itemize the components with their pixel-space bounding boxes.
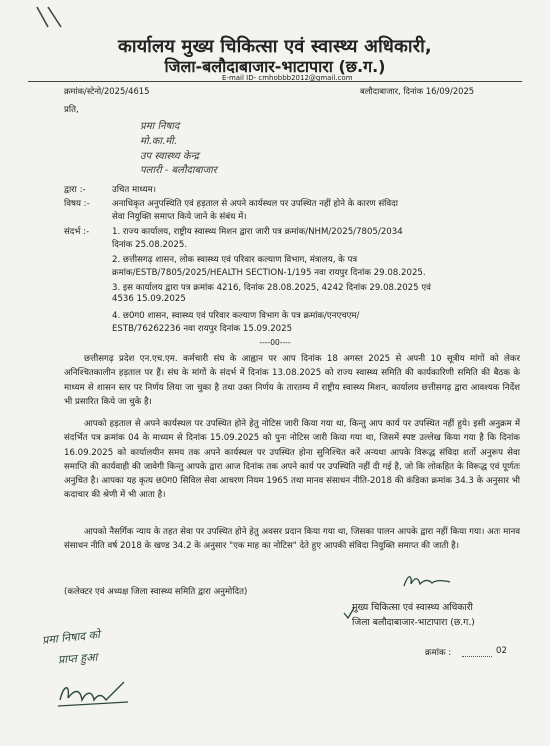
via-text: उचित माध्यम।	[112, 185, 156, 195]
header-divider	[28, 81, 522, 82]
district-title: जिला-बलौदाबाजार-भाटापारा (छ.ग.)	[164, 57, 386, 76]
reference-number: क्रमांक/स्टेनो/2025/4615	[64, 86, 150, 96]
place-date: बलौदाबाजार, दिनांक 16/09/2025	[360, 86, 475, 96]
collector-approval-note: (कलेक्टर एवं अध्यक्ष जिला स्वास्थ्य समिति द्वारा अनुमोदित)	[64, 587, 248, 597]
handwritten-receipt-line-1: प्रमा निषाद को	[41, 628, 101, 647]
reference-4b: ESTB/76262236 नवा रायपुर दिनांक 15.09.2025	[112, 324, 293, 334]
signatory-district: जिला बलौदाबाजार-भाटापारा (छ.ग.)	[352, 617, 475, 628]
reference-4a: 4. छ0ग0 शासन, स्वास्थ्य एवं परिवार कल्याण विभाग के पत्र क्रमांक/एनएचएम/	[112, 311, 360, 321]
recipient-signature	[54, 676, 132, 712]
paragraph-1: छत्तीसगढ़ प्रदेश एन.एच.एम. कर्मचारी संघ के आह्वान पर आप दिनांक 18 अगस्त 2025 से अपनी 10 सूत्रीय मांगों को लेकर अनिश्चितकालीन हड़ताल पर हैं। संघ के मांगों के संदर्भ में दिनांक 13.08.2025 को राज्य स्वास्थ्य समिति की कार्यकारिणी समिति की बैठक के माध्यम से शासन स्तर पर निर्णय लिया जा चुका है तथा उक्त निर्णय के तारतम्य में राष्ट्रीय स्वास्थ्य मिशन, कार्यालय छत्तीसगढ़ द्वारा आवश्यक निर्देश भी प्रसारित किये जा चुके है।	[64, 354, 520, 407]
to-label: प्रति,	[64, 105, 79, 115]
reference-1a: 1. राज्य कार्यालय, राष्ट्रीय स्वास्थ्य मिशन द्वारा जारी पत्र क्रमांक/NHM/2025/7805/2034	[112, 227, 403, 237]
reference-1b: दिनांक 25.08.2025.	[112, 240, 188, 250]
subject-line-2: सेवा नियुक्ति समाप्त किये जाने के संबंध में।	[112, 212, 247, 222]
paragraph-3: आपको नैसर्गिक न्याय के तहत सेवा पर उपस्थित होने हेतु अवसर प्रदान किया गया था, जिसका पालन आपके द्वारा नहीं किया गया। अतः मानव संसाधन नीति वर्ष 2018 के खण्ड 34.2 के अनुसार "एक माह का नोटिस" देते हुए आपकी संविदा नियुक्ति समाप्त की जाती है।	[64, 527, 520, 552]
recipient-centre: उप स्वास्थ्य केन्द्र	[140, 151, 199, 162]
reference-label: संदर्भ :-	[64, 227, 90, 237]
pen-slash-mark	[34, 4, 64, 30]
kramank-value: 02	[496, 646, 507, 656]
reference-2b: क्रमांक/ESTB/7805/2025/HEALTH SECTION-1/195 नवा रायपुर दिनांक 29.08.2025.	[112, 268, 426, 278]
reference-3b: 4536 15.09.2025	[112, 294, 186, 304]
recipient-location: पलारी - बलौदाबाजार	[140, 165, 217, 176]
kramank-blank-line	[462, 656, 492, 657]
recipient-post: मो.का.मी.	[140, 136, 177, 147]
separator: ----00----	[259, 338, 291, 347]
handwritten-receipt-line-2: प्राप्त हुआ	[57, 650, 98, 667]
reference-3a: 3. इस कार्यालय द्वारा पत्र क्रमांक 4216, दिनांक 28.08.2025, 4242 दिनांक 29.08.2025 एवं	[112, 283, 431, 293]
via-label: द्वारा :-	[64, 185, 86, 195]
subject-label: विषय :-	[64, 199, 90, 209]
signatory-designation: मुख्य चिकित्सा एवं स्वास्थ्य अधिकारी	[352, 602, 473, 613]
officer-signature	[400, 570, 454, 592]
office-email: E-mail ID- cmhobbb2012@gmail.com	[222, 74, 353, 82]
kramank-label: क्रमांक :	[425, 648, 452, 658]
office-title: कार्यालय मुख्य चिकित्सा एवं स्वास्थ्य अधिकारी,	[118, 36, 432, 57]
paragraph-2: आपको हड़ताल से अपने कार्यस्थल पर उपस्थित होने हेतु नोटिस जारी किया गया था, किन्तु आप कार्य पर उपस्थित नहीं हुये। इसी अनुक्रम में संदर्भित पत्र क्रमांक 04 के माध्यम से दिनांक 15.09.2025 को पुनः नोटिस जारी किया गया था, जिसमें स्पष्ट उल्लेख किया गया है कि दिनांक 16.09.2025 को कार्यालयीन समय तक अपने कार्यस्थल पर उपस्थित होना सुनिश्चित करें अन्यथा आपके विरूद्ध संविदा शर्तो अनुरूप सेवा समाप्ति की कार्यवाही की जावेगी किन्तु आपके द्वारा आज दिनांक तक अपने कार्य पर उपस्थिति नहीं दी गई है, जो कि लोकहित के विरूद्ध एवं पूर्णतः अनुचित है। आपका यह कृत्य छ0ग0 सिविल सेवा आचरण नियम 1965 तथा मानव संसाधन नीति-2018 की कंडिका क्रमांक 34.3 के अनुसार भी कदाचार की श्रेणी में भी आता है।	[64, 419, 520, 501]
subject-line-1: अनाधिकृत अनुपस्थिति एवं हड़ताल से अपने कार्यस्थल पर उपस्थित नहीं होने के कारण संविदा	[112, 199, 398, 209]
recipient-name: प्रमा निषाद	[140, 121, 180, 132]
reference-2a: 2. छत्तीसगढ़ शासन, लोक स्वास्थ्य एवं परिवार कल्याण विभाग, मंत्रालय, के पत्र	[112, 255, 358, 265]
